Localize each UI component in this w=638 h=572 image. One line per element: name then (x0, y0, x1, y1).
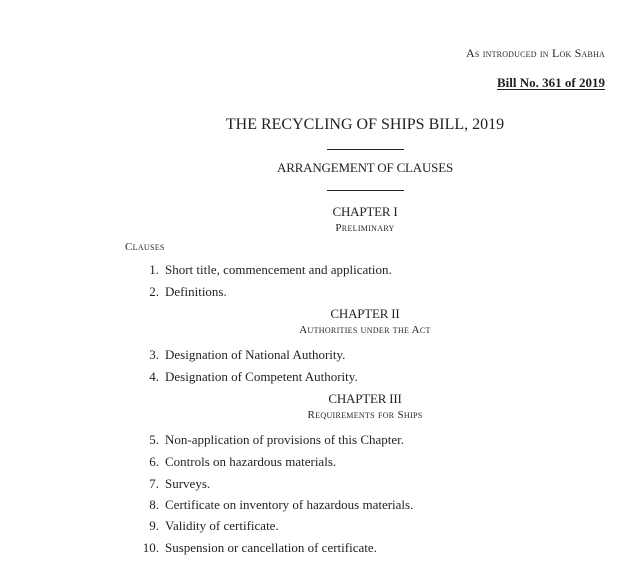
clause-text: Non-application of provisions of this Chapter. (165, 432, 405, 447)
chapter-name: Requirements for Ships (307, 409, 423, 421)
clause-number: 9. (149, 518, 159, 533)
clause-text: Validity of certificate. (165, 518, 279, 533)
chapter-heading: CHAPTER I (332, 204, 398, 219)
clause-item (125, 369, 605, 385)
clause-item (125, 347, 605, 363)
divider-rule (327, 190, 404, 191)
clause-item (125, 476, 605, 492)
clause-number: 3. (149, 347, 159, 362)
chapter-name: Preliminary (335, 222, 395, 234)
bill-title: THE RECYCLING OF SHIPS BILL, 2019 (225, 116, 505, 133)
clause-text: Surveys. (165, 476, 211, 491)
clause-item (125, 284, 605, 300)
clause-number: 1. (149, 262, 159, 277)
bill-number: Bill No. 361 of 2019 (497, 75, 605, 90)
clause-item (125, 497, 605, 513)
clauses-heading: Clauses (125, 241, 165, 253)
introduced-label: As introduced in Lok Sabha (466, 46, 605, 60)
clause-number: 7. (149, 476, 159, 491)
clause-text: Definitions. (165, 284, 227, 299)
clause-item (125, 518, 605, 534)
clause-number: 6. (149, 454, 159, 469)
clause-item (125, 432, 605, 448)
clause-number: 10. (142, 540, 159, 555)
clause-text: Certificate on inventory of hazardous materials. (165, 497, 414, 512)
divider-rule (327, 149, 404, 150)
arrangement-heading: ARRANGEMENT OF CLAUSES (277, 160, 453, 175)
chapter-heading: CHAPTER III (328, 391, 402, 406)
clause-number: 2. (149, 284, 159, 299)
clause-number: 5. (149, 432, 159, 447)
clause-number: 4. (149, 369, 159, 384)
chapter-heading: CHAPTER II (330, 306, 400, 321)
clause-item (125, 540, 605, 556)
clause-text: Controls on hazardous materials. (165, 454, 337, 469)
clause-text: Designation of National Authority. (165, 347, 346, 362)
clause-text: Designation of Competent Authority. (165, 369, 358, 384)
clause-item (125, 262, 605, 278)
clause-text: Suspension or cancellation of certificate. (165, 540, 377, 555)
clause-item (125, 454, 605, 470)
clause-text: Short title, commencement and application. (165, 262, 392, 277)
clause-number: 8. (149, 497, 159, 512)
chapter-name: Authorities under the Act (299, 324, 431, 336)
